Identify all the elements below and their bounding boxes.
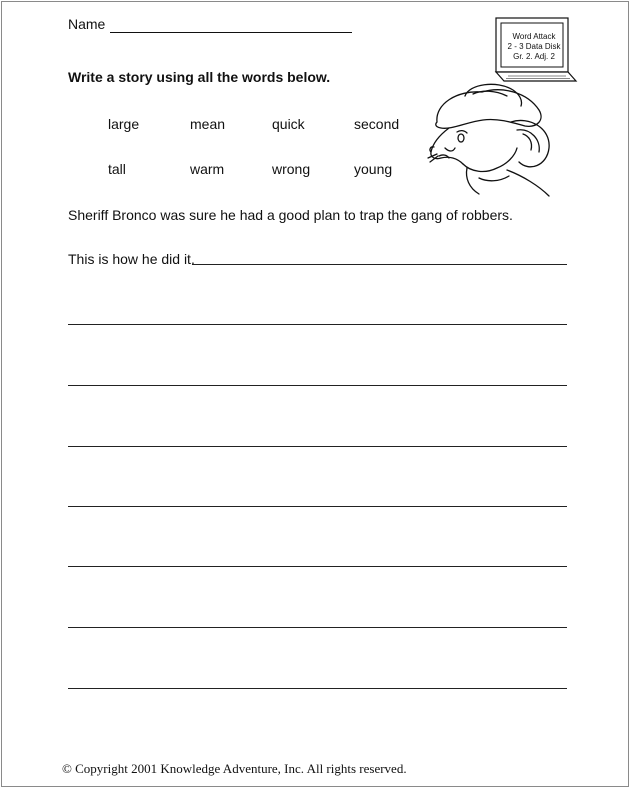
writing-line[interactable] [68,506,567,507]
word-mean: mean [190,116,226,132]
badge-line: Word Attack [512,32,556,41]
writing-line[interactable] [192,264,567,265]
writing-line[interactable] [68,627,567,628]
word-warm: warm [190,161,225,177]
word-second: second [354,116,400,132]
writing-line[interactable] [68,446,567,447]
word-tall: tall [108,161,126,177]
writing-line[interactable] [68,324,567,325]
writing-line[interactable] [68,688,567,689]
name-write-line[interactable] [110,32,352,33]
sheriff-mouse-illustration [427,82,557,197]
story-prompt: Sheriff Bronco was sure he had a good plan to trap the gang of robbers. [68,207,513,223]
word-large: large [108,116,140,132]
story-start-text: This is how he did it. [68,251,195,267]
instruction-heading: Write a story using all the words below. [68,69,331,85]
word-quick: quick [272,116,305,132]
badge-line: Gr. 2. Adj. 2 [513,52,555,61]
writing-line[interactable] [68,385,567,386]
writing-line[interactable] [68,566,567,567]
copyright-notice: © Copyright 2001 Knowledge Adventure, Inc. All rights reserved. [62,761,407,776]
word-young: young [354,161,393,177]
word-wrong: wrong [272,161,311,177]
badge-text [499,32,569,62]
worksheet-page [1,1,629,787]
badge-line: 2 - 3 Data Disk [507,42,561,51]
name-label: Name [68,16,106,32]
